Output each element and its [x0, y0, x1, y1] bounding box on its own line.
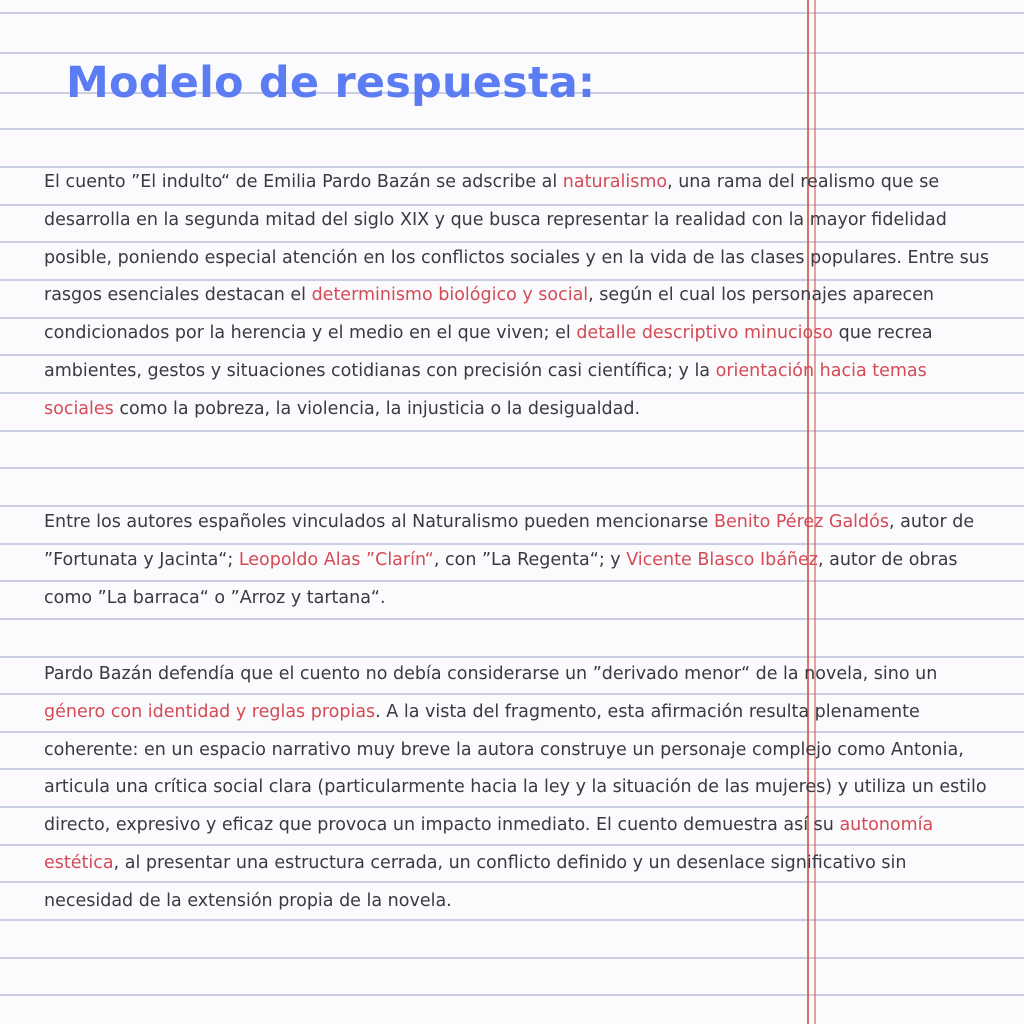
highlighted-term: determinismo biológico y social	[311, 285, 589, 306]
paragraph-cuento	[44, 656, 994, 921]
paragraph-naturalismo	[44, 164, 994, 429]
ruled-line	[0, 994, 1024, 996]
body-text: , una rama del realismo que se desarrolla en la segunda mitad del siglo XIX y que busca representar la realidad con la mayor fidelidad posible, poniendo especial atención en los conflictos sociales y en la vida de las clases populares. Entre sus rasgos esenciales destacan el	[44, 172, 989, 306]
highlighted-term: autonomía estética	[44, 815, 934, 873]
highlighted-term: detalle descriptivo minucioso	[576, 323, 834, 344]
body-text: . A la vista del fragmento, esta afirmación resulta plenamente coherente: en un espacio narrativo muy breve la autora construye un personaje complejo como Antonia, articula una crítica social clara (particularmente hacia la ley y la situación de las mujeres) y utiliza un estilo directo, expresivo y eficaz que provoca un impacto inmediato. El cuento demuestra así su	[44, 701, 987, 836]
body-text: , autor de ”Fortunata y Jacinta“;	[44, 512, 975, 570]
highlighted-term: orientación hacia temas sociales	[44, 360, 927, 419]
ruled-line	[0, 52, 1024, 54]
body-text: Entre los autores españoles vinculados al Naturalismo pueden mencionarse	[44, 512, 715, 532]
ruled-line	[0, 618, 1024, 620]
body-text: Pardo Bazán defendía que el cuento no debía considerarse un ”derivado menor“ de la novela, sino un	[44, 664, 938, 684]
ruled-line	[0, 467, 1024, 469]
body-text: , según el cual los personajes aparecen condicionados por la herencia y el medio en el que viven; el	[44, 285, 934, 344]
ruled-line	[0, 128, 1024, 130]
highlighted-term: Leopoldo Alas ”Clarín“	[238, 549, 434, 570]
highlighted-term: naturalismo	[562, 172, 668, 192]
highlighted-term: Benito Pérez Galdós	[714, 512, 889, 532]
ruled-line	[0, 12, 1024, 14]
paragraph-autores	[44, 504, 994, 617]
ruled-line	[0, 957, 1024, 959]
body-text: El cuento ”El indulto“ de Emilia Pardo Bazán se adscribe al	[44, 172, 563, 192]
body-text: , al presentar una estructura cerrada, un conflicto definido y un desenlace significativo sin necesidad de la extensión propia de la novela.	[44, 852, 907, 911]
body-text: , autor de obras como ”La barraca“ o ”Arroz y tartana“.	[44, 549, 958, 608]
body-text: como la pobreza, la violencia, la injusticia o la desigualdad.	[113, 398, 641, 419]
body-text: que recrea ambientes, gestos y situaciones cotidianas con precisión casi científica; y la	[44, 323, 933, 381]
body-text: , con ”La Regenta“; y	[433, 549, 627, 570]
highlighted-term: Vicente Blasco Ibáñez	[626, 549, 818, 570]
page-title: Modelo de respuesta:	[66, 58, 596, 108]
highlighted-term: género con identidad y reglas propias	[44, 701, 376, 722]
ruled-line	[0, 430, 1024, 432]
